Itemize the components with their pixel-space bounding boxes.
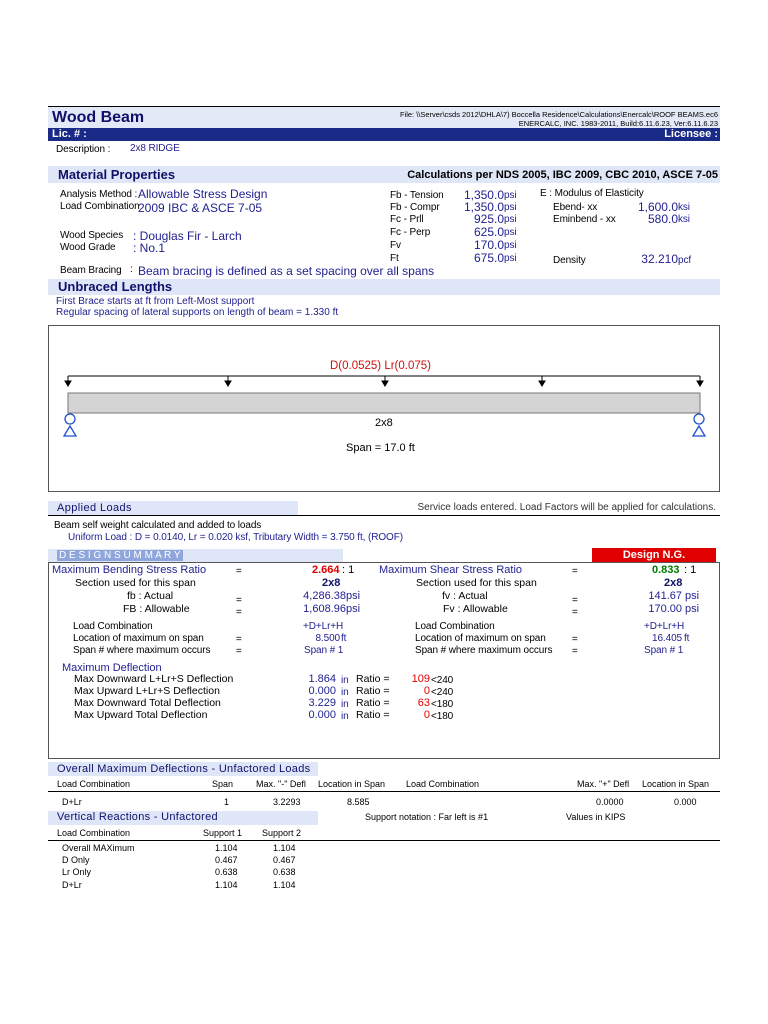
unbraced-title: Unbraced Lengths [58, 279, 173, 294]
fv-allowable-label: Fv : Allowable [443, 603, 508, 615]
bending-loc-value: 8.500 [315, 633, 340, 644]
modulus-title: E : Modulus of Elasticity [540, 188, 644, 199]
lic-label: Lic. # : [52, 128, 87, 140]
bending-ratio-suffix: : 1 [342, 564, 355, 576]
overall-header-lc: Load Combination [57, 779, 131, 789]
analysis-method-label: Analysis Method : [60, 189, 138, 200]
bending-section: 2x8 [322, 577, 341, 589]
bending-ratio: 2.664 [312, 564, 340, 576]
reaction-row-s1: 0.467 [215, 855, 238, 865]
wood-species-value: : Douglas Fir - Larch [133, 229, 242, 243]
reaction-row-lc: D Only [62, 855, 90, 865]
reaction-row-s2: 0.467 [273, 855, 296, 865]
overall-header-loc1: Location in Span [318, 779, 386, 789]
shear-title: Maximum Shear Stress Ratio [379, 564, 523, 576]
bending-lc-label: Load Combination [73, 621, 153, 632]
prop-value: 675.0 [473, 251, 504, 265]
prop-label: Fv [390, 240, 401, 251]
deflection-label: Max Upward Total Deflection [74, 709, 208, 721]
prop-label: Fb - Compr [390, 202, 440, 213]
deflection-limit: <240 [431, 687, 454, 698]
shear-loc-value: 16.405 [652, 633, 682, 644]
deflection-value: 0.000 [308, 709, 336, 721]
bending-span-value: Span # 1 [304, 645, 344, 656]
shear-loc-label: Location of maximum on span [415, 633, 546, 644]
eq-sign: = [572, 607, 578, 618]
eq-sign: = [572, 634, 578, 645]
shear-section-label: Section used for this span [416, 577, 537, 589]
fb-allowable-value: 1,608.96 [303, 603, 346, 615]
fv-actual-unit: psi [685, 590, 700, 602]
deflection-ratio-label: Ratio = [356, 685, 390, 697]
prop-label: Ft [390, 253, 399, 264]
eq-sign: = [236, 607, 242, 618]
deflection-ratio: 0 [423, 709, 430, 721]
deflection-unit: in [341, 711, 349, 722]
beam-size-label: 2x8 [375, 417, 393, 429]
reaction-row-s1: 1.104 [215, 880, 238, 890]
shear-section: 2x8 [664, 577, 683, 589]
bending-lc-value: +D+Lr+H [303, 621, 344, 632]
overall-row-loc2: 0.000 [674, 797, 697, 807]
reaction-units: Values in KIPS [566, 812, 626, 822]
eq-sign: = [236, 634, 242, 645]
reactions-header-support-1: Support 1 [203, 828, 243, 838]
company-info: ENERCALC, INC. 1983-2011, Build:6.11.6.23, Ver:6.11.6.23 [518, 119, 718, 128]
deflection-unit: in [341, 675, 349, 686]
fb-allowable-unit: psi [346, 603, 361, 615]
deflection-limit: <180 [431, 699, 454, 710]
deflection-limit: <240 [431, 675, 454, 686]
reaction-row-lc: D+Lr [62, 880, 82, 890]
eq-sign: = [572, 646, 578, 657]
fb-actual-label: fb : Actual [127, 590, 174, 602]
prop-unit: psi [504, 227, 517, 238]
prop-value: 925.0 [473, 212, 504, 226]
reaction-row-lc: Overall MAXimum [62, 843, 135, 853]
wood-grade-label: Wood Grade [60, 242, 116, 253]
prop-label: Fb - Tension [390, 190, 444, 201]
fv-actual-value: 141.67 [648, 590, 682, 602]
deflection-label: Max Downward L+Lr+S Deflection [74, 673, 234, 685]
bending-loc-unit: ft [341, 633, 347, 644]
eq-sign: = [236, 646, 242, 657]
prop-value: 1,350.0 [463, 200, 504, 214]
reactions-header-support-2: Support 2 [262, 828, 302, 838]
unbraced-line-1: First Brace starts at ft from Left-Most support [56, 296, 255, 307]
unbraced-line-2: Regular spacing of lateral supports on length of beam = 1.330 ft [56, 307, 339, 318]
page-title: Wood Beam [52, 109, 145, 126]
deflection-limit: <180 [431, 711, 454, 722]
fv-allowable-value: 170.00 [648, 603, 682, 615]
analysis-method-value: Allowable Stress Design [138, 187, 268, 201]
reactions-title: Vertical Reactions - Unfactored [57, 811, 218, 823]
prop-unit: psi [504, 253, 517, 264]
fb-allowable-label: FB : Allowable [123, 603, 190, 615]
shear-lc-value: +D+Lr+H [644, 621, 685, 632]
ebend-unit: ksi [678, 202, 690, 213]
overall-header-loc2: Location in Span [642, 779, 710, 789]
overall-header-max-neg: Max. "-" Defl [256, 779, 306, 789]
eminbend-label: Eminbend - xx [553, 214, 616, 225]
density-unit: pcf [678, 255, 692, 266]
fv-allowable-unit: psi [685, 603, 700, 615]
density-label: Density [553, 255, 586, 266]
beam-bracing-colon: : [130, 264, 133, 275]
overall-row-span: 1 [224, 797, 230, 807]
deflection-ratio: 0 [423, 685, 430, 697]
reactions-header-lc: Load Combination [57, 828, 131, 838]
reaction-row-s2: 0.638 [273, 867, 296, 877]
beam-diagram-graphic [48, 325, 720, 492]
reaction-row-s1: 0.638 [215, 867, 238, 877]
deflection-value: 1.864 [308, 673, 336, 685]
overall-row-loc1: 8.585 [347, 797, 370, 807]
shear-lc-label: Load Combination [415, 621, 495, 632]
load-combination-label: Load Combination [60, 201, 140, 212]
reaction-row-s1: 1.104 [215, 843, 238, 853]
material-title: Material Properties [58, 167, 176, 182]
eminbend-unit: ksi [678, 214, 690, 225]
load-combination-value: 2009 IBC & ASCE 7-05 [138, 201, 263, 215]
span-label: Span = 17.0 ft [346, 442, 415, 454]
lic-bar [48, 128, 720, 141]
overall-row-max-neg: 3.2293 [273, 797, 301, 807]
calc-reference: Calculations per NDS 2005, IBC 2009, CBC 2010, ASCE 7-05 [407, 169, 718, 181]
file-path: File: \\Server\csds 2012\DHLA\7) Boccella Residence\Calculations\Enercalc\ROOF BEAMS.ec6 [399, 110, 718, 119]
prop-unit: psi [504, 240, 517, 251]
deflection-ratio: 63 [417, 697, 430, 709]
support-notation: Support notation : Far left is #1 [365, 812, 489, 822]
bending-span-label: Span # where maximum occurs [73, 645, 211, 656]
ebend-label: Ebend- xx [553, 202, 598, 213]
deflection-ratio-label: Ratio = [356, 673, 390, 685]
deflection-value: 0.000 [308, 685, 336, 697]
shear-span-label: Span # where maximum occurs [415, 645, 553, 656]
prop-value: 170.0 [473, 238, 504, 252]
reaction-row-s2: 1.104 [273, 843, 296, 853]
bending-section-label: Section used for this span [75, 577, 196, 589]
deflection-label: Max Downward Total Deflection [74, 697, 221, 709]
eq-sign: = [572, 595, 578, 606]
overall-header-span: Span [212, 779, 234, 789]
deflection-unit: in [341, 687, 349, 698]
shear-loc-unit: ft [684, 633, 690, 644]
deflection-ratio-label: Ratio = [356, 697, 390, 709]
applied-note: Service loads entered. Load Factors will be applied for calculations. [417, 502, 716, 513]
uniform-load: Uniform Load : D = 0.0140, Lr = 0.020 ksf, Tributary Width = 3.750 ft, (ROOF) [68, 532, 403, 543]
eq-sign: = [236, 566, 242, 577]
wood-species-label: Wood Species [60, 230, 124, 241]
design-title: D E S I G N S U M M A R Y [59, 550, 181, 561]
overall-header-lc2: Load Combination [406, 779, 480, 789]
deflection-ratio: 109 [411, 673, 430, 685]
eq-sign: = [236, 595, 242, 606]
fv-actual-label: fv : Actual [442, 590, 488, 602]
deflection-unit: in [341, 699, 349, 710]
self-weight-note: Beam self weight calculated and added to loads [54, 520, 262, 531]
shear-ratio: 0.833 [652, 564, 680, 576]
beam-bracing-label: Beam Bracing [60, 265, 122, 276]
wood-grade-value: : No.1 [133, 241, 166, 255]
prop-unit: psi [504, 190, 517, 201]
prop-unit: psi [504, 214, 517, 225]
shear-span-value: Span # 1 [644, 645, 684, 656]
deflection-label: Max Upward L+Lr+S Deflection [74, 685, 220, 697]
overall-title: Overall Maximum Deflections - Unfactored Loads [57, 763, 311, 775]
licensee-label: Licensee : [664, 128, 718, 140]
design-status-badge: Design N.G. [592, 548, 716, 562]
eminbend-value: 580.0 [647, 212, 678, 226]
fb-actual-unit: psi [346, 590, 361, 602]
bending-loc-label: Location of maximum on span [73, 633, 204, 644]
prop-label: Fc - Perp [390, 227, 431, 238]
reaction-row-s2: 1.104 [273, 880, 296, 890]
shear-ratio-suffix: : 1 [684, 564, 697, 576]
reaction-row-lc: Lr Only [62, 867, 92, 877]
overall-row-max-pos: 0.0000 [596, 797, 624, 807]
prop-value: 1,350.0 [463, 188, 504, 202]
deflection-ratio-label: Ratio = [356, 709, 390, 721]
overall-row-lc: D+Lr [62, 797, 82, 807]
prop-unit: psi [504, 202, 517, 213]
density-value: 32.210 [641, 252, 678, 266]
prop-label: Fc - Prll [390, 214, 424, 225]
ebend-value: 1,600.0 [637, 200, 678, 214]
overall-header-max-pos: Max. "+" Defl [577, 779, 630, 789]
deflection-value: 3.229 [308, 697, 336, 709]
load-label: D(0.0525) Lr(0.075) [330, 360, 431, 372]
applied-title: Applied Loads [57, 502, 132, 514]
description-label: Description : [56, 144, 111, 155]
fb-actual-value: 4,286.38 [303, 590, 346, 602]
description-value: 2x8 RIDGE [130, 143, 180, 154]
prop-value: 625.0 [473, 225, 504, 239]
deflection-title: Maximum Deflection [62, 662, 162, 674]
beam-bracing-value: Beam bracing is defined as a set spacing over all spans [138, 264, 435, 278]
eq-sign: = [572, 566, 578, 577]
bending-title: Maximum Bending Stress Ratio [52, 564, 207, 576]
